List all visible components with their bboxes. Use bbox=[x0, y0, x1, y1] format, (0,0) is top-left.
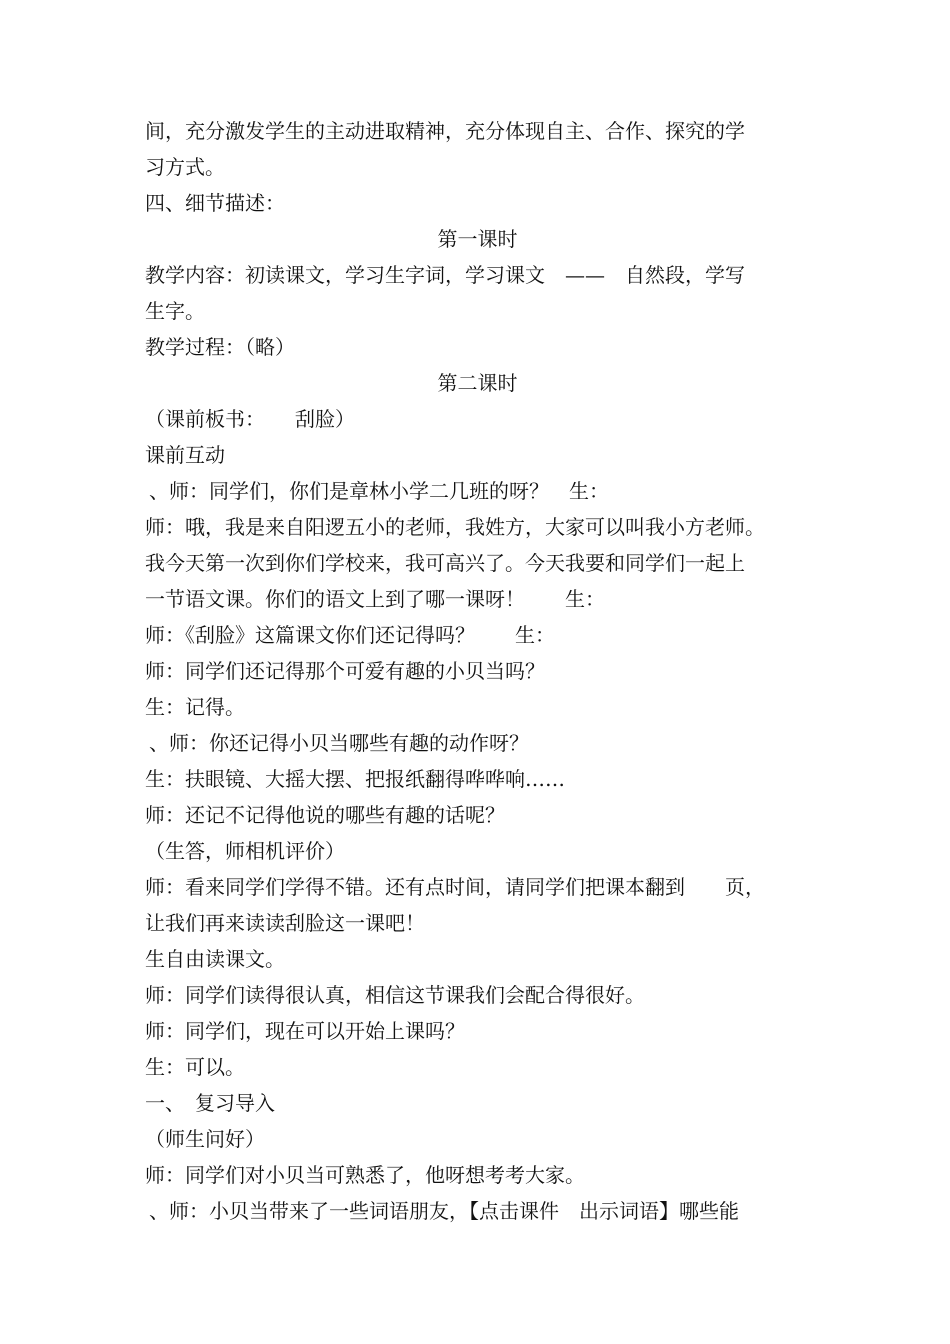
dialogue-line: 师：同学们读得很认真，相信这节课我们会配合得很好。 bbox=[145, 983, 645, 1007]
dialogue-line: 一节语文课。你们的语文上到了哪一课呀！ 生： bbox=[145, 587, 605, 611]
dialogue-line: 师：看来同学们学得不错。还有点时间，请同学们把课本翻到 页， bbox=[145, 875, 765, 899]
body-text-line: （课前板书： 刮脸） bbox=[145, 407, 355, 431]
section-heading: 一、 复习导入 bbox=[145, 1091, 275, 1115]
dialogue-line: 、师：小贝当带来了一些词语朋友，【点击课件 出示词语】哪些能 bbox=[149, 1199, 739, 1223]
lesson-title-1: 第一课时 bbox=[437, 227, 518, 251]
dialogue-line: 、师：同学们，你们是章林小学二几班的呀？ 生： bbox=[149, 479, 609, 503]
dialogue-line: 师：同学们对小贝当可熟悉了，他呀想考考大家。 bbox=[145, 1163, 585, 1187]
stage-note: （生答，师相机评价） bbox=[145, 839, 345, 863]
dialogue-line: 生：可以。 bbox=[145, 1055, 245, 1079]
lesson-title-2: 第二课时 bbox=[437, 371, 518, 395]
dialogue-line: 生：记得。 bbox=[145, 695, 245, 719]
dialogue-line: 师：同学们，现在可以开始上课吗？ bbox=[145, 1019, 465, 1043]
dialogue-line: 我今天第一次到你们学校来，我可高兴了。今天我要和同学们一起上 bbox=[145, 551, 745, 575]
dialogue-line: 生：扶眼镜、大摇大摆、把报纸翻得哗哗响…… bbox=[145, 767, 565, 791]
body-text-line: 习方式。 bbox=[145, 155, 225, 179]
dialogue-line: 师：《刮脸》这篇课文你们还记得吗？ 生： bbox=[145, 623, 555, 647]
dialogue-line: 师：哦，我是来自阳逻五小的老师，我姓方，大家可以叫我小方老师。 bbox=[145, 515, 765, 539]
dialogue-line: 师：还记不记得他说的哪些有趣的话呢？ bbox=[145, 803, 505, 827]
section-heading: 四、细节描述： bbox=[145, 191, 285, 215]
dialogue-line: 、师：你还记得小贝当哪些有趣的动作呀？ bbox=[149, 731, 529, 755]
stage-note: （师生问好） bbox=[145, 1127, 265, 1151]
dialogue-line: 让我们再来读读刮脸这一课吧！ bbox=[145, 911, 425, 935]
document-page bbox=[145, 113, 810, 1229]
dialogue-line: 生自由读课文。 bbox=[145, 947, 285, 971]
body-text-line: 间，充分激发学生的主动进取精神，充分体现自主、合作、探究的学 bbox=[145, 119, 745, 143]
body-text-line: 教学过程：（略） bbox=[145, 335, 295, 359]
body-text-line: 教学内容：初读课文，学习生字词，学习课文 —— 自然段，学写 bbox=[145, 263, 745, 287]
dialogue-line: 师：同学们还记得那个可爱有趣的小贝当吗？ bbox=[145, 659, 545, 683]
body-text-line: 生字。 bbox=[145, 299, 205, 323]
subsection-heading: 课前互动 bbox=[145, 443, 225, 467]
